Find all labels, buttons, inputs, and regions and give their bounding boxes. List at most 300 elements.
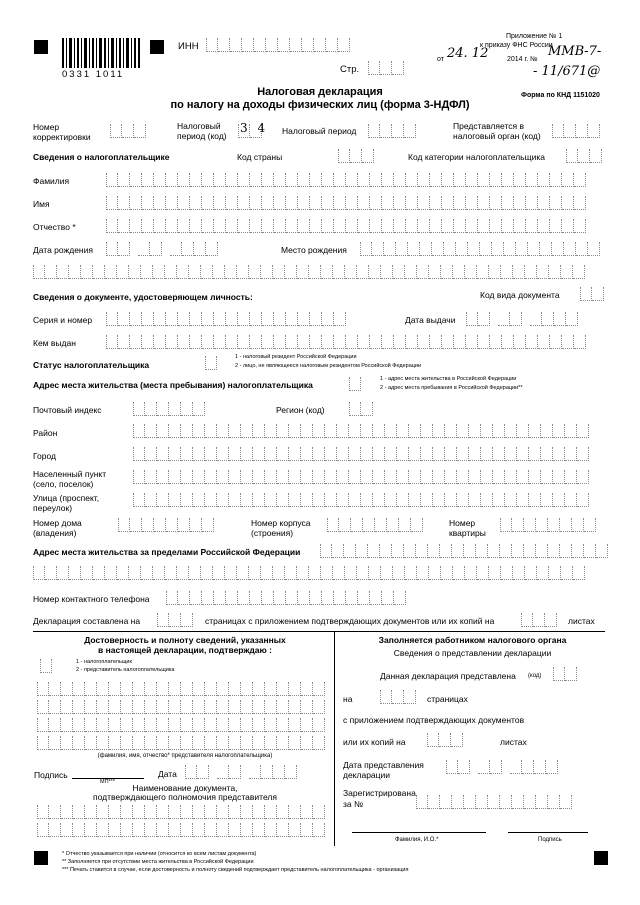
input-cell[interactable] bbox=[238, 335, 250, 349]
input-cell[interactable] bbox=[157, 613, 169, 627]
input-cell[interactable] bbox=[262, 219, 274, 233]
input-cell[interactable] bbox=[166, 335, 178, 349]
input-cell[interactable] bbox=[478, 173, 490, 187]
issue-date-cells[interactable] bbox=[466, 312, 578, 326]
input-cell[interactable] bbox=[154, 173, 166, 187]
input-cell[interactable] bbox=[157, 447, 169, 461]
input-cell[interactable] bbox=[290, 38, 302, 52]
input-cell[interactable] bbox=[289, 700, 301, 714]
input-cell[interactable] bbox=[277, 682, 289, 696]
input-cell[interactable] bbox=[122, 124, 134, 138]
input-cell[interactable] bbox=[406, 219, 418, 233]
input-cell[interactable] bbox=[512, 544, 524, 558]
input-cell[interactable] bbox=[217, 765, 229, 779]
input-cell[interactable] bbox=[406, 196, 418, 210]
input-cell[interactable] bbox=[416, 795, 428, 809]
representative-fio-cells-2[interactable] bbox=[37, 700, 325, 714]
submitted-to-cells[interactable] bbox=[552, 124, 600, 138]
input-cell[interactable] bbox=[513, 265, 525, 279]
input-cell[interactable] bbox=[274, 312, 286, 326]
region-cells[interactable] bbox=[349, 402, 373, 416]
input-cell[interactable] bbox=[157, 682, 169, 696]
input-cell[interactable] bbox=[250, 173, 262, 187]
input-cell[interactable] bbox=[249, 765, 261, 779]
input-cell[interactable] bbox=[440, 544, 452, 558]
input-cell[interactable] bbox=[514, 219, 526, 233]
input-cell[interactable] bbox=[408, 242, 420, 256]
input-cell[interactable] bbox=[289, 424, 301, 438]
tax-period-cells[interactable] bbox=[368, 124, 416, 138]
input-cell[interactable] bbox=[130, 518, 142, 532]
input-cell[interactable] bbox=[133, 682, 145, 696]
input-cell[interactable] bbox=[454, 196, 466, 210]
input-cell[interactable] bbox=[190, 219, 202, 233]
input-cell[interactable] bbox=[262, 173, 274, 187]
input-cell[interactable] bbox=[574, 335, 586, 349]
input-cell[interactable] bbox=[237, 265, 249, 279]
input-cell[interactable] bbox=[565, 493, 577, 507]
input-cell[interactable] bbox=[209, 765, 217, 779]
input-cell[interactable] bbox=[265, 424, 277, 438]
abroad-address-cells[interactable] bbox=[320, 544, 608, 558]
input-cell[interactable] bbox=[480, 242, 492, 256]
input-cell[interactable] bbox=[327, 518, 339, 532]
input-cell[interactable] bbox=[454, 335, 466, 349]
input-cell[interactable] bbox=[262, 196, 274, 210]
input-cell[interactable] bbox=[130, 242, 138, 256]
input-cell[interactable] bbox=[205, 805, 217, 819]
input-cell[interactable] bbox=[526, 173, 538, 187]
input-cell[interactable] bbox=[190, 173, 202, 187]
input-cell[interactable] bbox=[193, 700, 205, 714]
input-cell[interactable] bbox=[478, 219, 490, 233]
city-cells[interactable] bbox=[133, 447, 589, 461]
input-cell[interactable] bbox=[469, 424, 481, 438]
input-cell[interactable] bbox=[584, 544, 596, 558]
issued-by-cells[interactable] bbox=[106, 335, 586, 349]
input-cell[interactable] bbox=[181, 736, 193, 750]
input-cell[interactable] bbox=[418, 335, 430, 349]
input-cell[interactable] bbox=[451, 733, 463, 747]
input-cell[interactable] bbox=[427, 733, 439, 747]
input-cell[interactable] bbox=[325, 447, 337, 461]
input-cell[interactable] bbox=[325, 470, 337, 484]
input-cell[interactable] bbox=[286, 312, 298, 326]
input-cell[interactable] bbox=[133, 424, 145, 438]
input-cell[interactable] bbox=[368, 124, 380, 138]
input-cell[interactable] bbox=[145, 718, 157, 732]
input-cell[interactable] bbox=[73, 682, 85, 696]
input-cell[interactable] bbox=[510, 760, 522, 774]
input-cell[interactable] bbox=[157, 823, 169, 837]
input-cell[interactable] bbox=[277, 493, 289, 507]
input-cell[interactable] bbox=[274, 173, 286, 187]
input-cell[interactable] bbox=[217, 447, 229, 461]
input-cell[interactable] bbox=[358, 196, 370, 210]
input-cell[interactable] bbox=[489, 265, 501, 279]
input-cell[interactable] bbox=[277, 470, 289, 484]
input-cell[interactable] bbox=[37, 700, 49, 714]
input-cell[interactable] bbox=[61, 823, 73, 837]
input-cell[interactable] bbox=[178, 219, 190, 233]
input-cell[interactable] bbox=[561, 265, 573, 279]
input-cell[interactable] bbox=[118, 335, 130, 349]
input-cell[interactable] bbox=[481, 424, 493, 438]
input-cell[interactable] bbox=[524, 518, 536, 532]
input-cell[interactable] bbox=[133, 447, 145, 461]
input-cell[interactable] bbox=[169, 447, 181, 461]
input-cell[interactable] bbox=[182, 242, 194, 256]
input-cell[interactable] bbox=[169, 718, 181, 732]
input-cell[interactable] bbox=[490, 335, 502, 349]
input-cell[interactable] bbox=[297, 265, 309, 279]
input-cell[interactable] bbox=[214, 591, 226, 605]
input-cell[interactable] bbox=[550, 335, 562, 349]
input-cell[interactable] bbox=[529, 493, 541, 507]
input-cell[interactable] bbox=[61, 736, 73, 750]
input-cell[interactable] bbox=[417, 566, 429, 580]
input-cell[interactable] bbox=[133, 402, 145, 416]
input-cell[interactable] bbox=[574, 173, 586, 187]
input-cell[interactable] bbox=[540, 242, 552, 256]
input-cell[interactable] bbox=[313, 493, 325, 507]
input-cell[interactable] bbox=[73, 718, 85, 732]
input-cell[interactable] bbox=[218, 38, 230, 52]
input-cell[interactable] bbox=[118, 219, 130, 233]
input-cell[interactable] bbox=[489, 566, 501, 580]
status-cell[interactable] bbox=[205, 356, 217, 370]
input-cell[interactable] bbox=[500, 544, 512, 558]
input-cell[interactable] bbox=[369, 265, 381, 279]
input-cell[interactable] bbox=[73, 700, 85, 714]
input-cell[interactable] bbox=[133, 718, 145, 732]
input-cell[interactable] bbox=[385, 424, 397, 438]
input-cell[interactable] bbox=[133, 823, 145, 837]
input-cell[interactable] bbox=[145, 736, 157, 750]
address-type-cell[interactable] bbox=[349, 377, 361, 391]
input-cell[interactable] bbox=[573, 265, 585, 279]
input-cell[interactable] bbox=[298, 335, 310, 349]
input-cell[interactable] bbox=[346, 196, 358, 210]
input-cell[interactable] bbox=[193, 736, 205, 750]
input-cell[interactable] bbox=[478, 760, 490, 774]
input-cell[interactable] bbox=[157, 700, 169, 714]
input-cell[interactable] bbox=[226, 173, 238, 187]
input-cell[interactable] bbox=[394, 335, 406, 349]
input-cell[interactable] bbox=[380, 124, 392, 138]
input-cell[interactable] bbox=[361, 447, 373, 461]
input-cell[interactable] bbox=[510, 312, 522, 326]
input-cell[interactable] bbox=[361, 402, 373, 416]
series-number-cells[interactable] bbox=[106, 312, 346, 326]
input-cell[interactable] bbox=[273, 566, 285, 580]
input-cell[interactable] bbox=[229, 718, 241, 732]
input-cell[interactable] bbox=[577, 447, 589, 461]
input-cell[interactable] bbox=[516, 242, 528, 256]
input-cell[interactable] bbox=[442, 196, 454, 210]
input-cell[interactable] bbox=[214, 219, 226, 233]
input-cell[interactable] bbox=[285, 765, 297, 779]
input-cell[interactable] bbox=[512, 795, 524, 809]
input-cell[interactable] bbox=[274, 335, 286, 349]
input-cell[interactable] bbox=[310, 196, 322, 210]
input-cell[interactable] bbox=[217, 736, 229, 750]
input-cell[interactable] bbox=[420, 242, 432, 256]
input-cell[interactable] bbox=[405, 566, 417, 580]
input-cell[interactable] bbox=[73, 823, 85, 837]
input-cell[interactable] bbox=[432, 242, 444, 256]
input-cell[interactable] bbox=[313, 823, 325, 837]
input-cell[interactable] bbox=[97, 736, 109, 750]
inn-cells[interactable] bbox=[206, 38, 350, 52]
input-cell[interactable] bbox=[214, 312, 226, 326]
input-cell[interactable] bbox=[178, 312, 190, 326]
input-cell[interactable] bbox=[313, 805, 325, 819]
input-cell[interactable] bbox=[242, 38, 254, 52]
input-cell[interactable] bbox=[278, 38, 290, 52]
input-cell[interactable] bbox=[541, 447, 553, 461]
input-cell[interactable] bbox=[181, 470, 193, 484]
input-cell[interactable] bbox=[505, 470, 517, 484]
country-code-cells[interactable] bbox=[338, 149, 374, 163]
input-cell[interactable] bbox=[121, 823, 133, 837]
input-cell[interactable] bbox=[249, 566, 261, 580]
input-cell[interactable] bbox=[265, 823, 277, 837]
input-cell[interactable] bbox=[517, 424, 529, 438]
input-cell[interactable] bbox=[310, 312, 322, 326]
input-cell[interactable] bbox=[277, 700, 289, 714]
input-cell[interactable] bbox=[445, 447, 457, 461]
input-cell[interactable] bbox=[334, 173, 346, 187]
input-cell[interactable] bbox=[169, 823, 181, 837]
input-cell[interactable] bbox=[202, 518, 214, 532]
input-cell[interactable] bbox=[578, 149, 590, 163]
input-cell[interactable] bbox=[277, 424, 289, 438]
input-cell[interactable] bbox=[490, 219, 502, 233]
input-cell[interactable] bbox=[418, 196, 430, 210]
input-cell[interactable] bbox=[528, 242, 540, 256]
input-cell[interactable] bbox=[361, 470, 373, 484]
input-cell[interactable] bbox=[349, 447, 361, 461]
input-cell[interactable] bbox=[250, 591, 262, 605]
input-cell[interactable] bbox=[429, 566, 441, 580]
input-cell[interactable] bbox=[564, 242, 576, 256]
input-cell[interactable] bbox=[373, 493, 385, 507]
input-cell[interactable] bbox=[562, 196, 574, 210]
input-cell[interactable] bbox=[181, 718, 193, 732]
input-cell[interactable] bbox=[277, 736, 289, 750]
input-cell[interactable] bbox=[181, 613, 193, 627]
input-cell[interactable] bbox=[150, 242, 162, 256]
input-cell[interactable] bbox=[562, 173, 574, 187]
input-cell[interactable] bbox=[81, 566, 93, 580]
building-cells[interactable] bbox=[327, 518, 423, 532]
phone-cells[interactable] bbox=[166, 591, 406, 605]
input-cell[interactable] bbox=[265, 805, 277, 819]
input-cell[interactable] bbox=[241, 823, 253, 837]
input-cell[interactable] bbox=[165, 265, 177, 279]
input-cell[interactable] bbox=[142, 196, 154, 210]
input-cell[interactable] bbox=[205, 718, 217, 732]
input-cell[interactable] bbox=[190, 518, 202, 532]
input-cell[interactable] bbox=[230, 38, 242, 52]
input-cell[interactable] bbox=[142, 312, 154, 326]
input-cell[interactable] bbox=[298, 219, 310, 233]
input-cell[interactable] bbox=[97, 700, 109, 714]
input-cell[interactable] bbox=[562, 219, 574, 233]
input-cell[interactable] bbox=[130, 312, 142, 326]
input-cell[interactable] bbox=[253, 718, 265, 732]
input-cell[interactable] bbox=[375, 518, 387, 532]
input-cell[interactable] bbox=[322, 591, 334, 605]
representative-fio-cells-3[interactable] bbox=[37, 718, 325, 732]
input-cell[interactable] bbox=[332, 544, 344, 558]
input-cell[interactable] bbox=[286, 219, 298, 233]
input-cell[interactable] bbox=[97, 823, 109, 837]
input-cell[interactable] bbox=[433, 447, 445, 461]
input-cell[interactable] bbox=[541, 493, 553, 507]
input-cell[interactable] bbox=[193, 402, 205, 416]
input-cell[interactable] bbox=[309, 265, 321, 279]
input-cell[interactable] bbox=[338, 38, 350, 52]
input-cell[interactable] bbox=[130, 196, 142, 210]
input-cell[interactable] bbox=[514, 173, 526, 187]
input-cell[interactable] bbox=[536, 518, 548, 532]
input-cell[interactable] bbox=[537, 566, 549, 580]
input-cell[interactable] bbox=[261, 765, 273, 779]
input-cell[interactable] bbox=[442, 173, 454, 187]
input-cell[interactable] bbox=[492, 242, 504, 256]
input-cell[interactable] bbox=[189, 566, 201, 580]
input-cell[interactable] bbox=[469, 470, 481, 484]
input-cell[interactable] bbox=[106, 173, 118, 187]
input-cell[interactable] bbox=[358, 591, 370, 605]
input-cell[interactable] bbox=[584, 518, 596, 532]
input-cell[interactable] bbox=[85, 805, 97, 819]
input-cell[interactable] bbox=[442, 219, 454, 233]
input-cell[interactable] bbox=[441, 566, 453, 580]
input-cell[interactable] bbox=[526, 196, 538, 210]
input-cell[interactable] bbox=[550, 196, 562, 210]
input-cell[interactable] bbox=[529, 470, 541, 484]
input-cell[interactable] bbox=[241, 424, 253, 438]
input-cell[interactable] bbox=[370, 591, 382, 605]
input-cell[interactable] bbox=[193, 718, 205, 732]
office-code-cells[interactable] bbox=[553, 667, 577, 681]
input-cell[interactable] bbox=[214, 335, 226, 349]
input-cell[interactable] bbox=[502, 335, 514, 349]
input-cell[interactable] bbox=[421, 447, 433, 461]
input-cell[interactable] bbox=[537, 265, 549, 279]
input-cell[interactable] bbox=[61, 682, 73, 696]
input-cell[interactable] bbox=[181, 682, 193, 696]
input-cell[interactable] bbox=[372, 242, 384, 256]
input-cell[interactable] bbox=[277, 823, 289, 837]
input-cell[interactable] bbox=[117, 265, 129, 279]
input-cell[interactable] bbox=[344, 544, 356, 558]
input-cell[interactable] bbox=[49, 736, 61, 750]
input-cell[interactable] bbox=[185, 765, 197, 779]
input-cell[interactable] bbox=[406, 335, 418, 349]
input-cell[interactable] bbox=[309, 566, 321, 580]
input-cell[interactable] bbox=[193, 470, 205, 484]
input-cell[interactable] bbox=[118, 196, 130, 210]
input-cell[interactable] bbox=[493, 493, 505, 507]
input-cell[interactable] bbox=[217, 493, 229, 507]
input-cell[interactable] bbox=[370, 173, 382, 187]
input-cell[interactable] bbox=[37, 736, 49, 750]
input-cell[interactable] bbox=[512, 518, 524, 532]
input-cell[interactable] bbox=[517, 447, 529, 461]
input-cell[interactable] bbox=[392, 690, 404, 704]
input-cell[interactable] bbox=[202, 335, 214, 349]
input-cell[interactable] bbox=[286, 335, 298, 349]
input-cell[interactable] bbox=[490, 760, 502, 774]
input-cell[interactable] bbox=[106, 335, 118, 349]
input-cell[interactable] bbox=[457, 447, 469, 461]
input-cell[interactable] bbox=[454, 173, 466, 187]
input-cell[interactable] bbox=[154, 335, 166, 349]
input-cell[interactable] bbox=[238, 312, 250, 326]
input-cell[interactable] bbox=[217, 424, 229, 438]
input-cell[interactable] bbox=[526, 335, 538, 349]
input-cell[interactable] bbox=[121, 736, 133, 750]
input-cell[interactable] bbox=[394, 173, 406, 187]
input-cell[interactable] bbox=[533, 613, 545, 627]
input-cell[interactable] bbox=[346, 219, 358, 233]
input-cell[interactable] bbox=[121, 682, 133, 696]
input-cell[interactable] bbox=[201, 566, 213, 580]
input-cell[interactable] bbox=[157, 424, 169, 438]
input-cell[interactable] bbox=[498, 312, 510, 326]
input-cell[interactable] bbox=[349, 377, 361, 391]
input-cell[interactable] bbox=[226, 335, 238, 349]
input-cell[interactable] bbox=[105, 566, 117, 580]
input-cell[interactable] bbox=[409, 470, 421, 484]
input-cell[interactable] bbox=[197, 765, 209, 779]
input-cell[interactable] bbox=[513, 566, 525, 580]
input-cell[interactable] bbox=[385, 470, 397, 484]
input-cell[interactable] bbox=[554, 312, 566, 326]
input-cell[interactable] bbox=[562, 335, 574, 349]
input-cell[interactable] bbox=[396, 242, 408, 256]
input-cell[interactable] bbox=[502, 173, 514, 187]
input-cell[interactable] bbox=[560, 518, 572, 532]
input-cell[interactable] bbox=[106, 196, 118, 210]
input-cell[interactable] bbox=[411, 518, 423, 532]
input-cell[interactable] bbox=[325, 424, 337, 438]
input-cell[interactable] bbox=[57, 265, 69, 279]
input-cell[interactable] bbox=[339, 518, 351, 532]
input-cell[interactable] bbox=[502, 196, 514, 210]
input-cell[interactable] bbox=[574, 196, 586, 210]
input-cell[interactable] bbox=[238, 196, 250, 210]
input-cell[interactable] bbox=[229, 493, 241, 507]
input-cell[interactable] bbox=[490, 312, 498, 326]
input-cell[interactable] bbox=[381, 265, 393, 279]
input-cell[interactable] bbox=[298, 591, 310, 605]
input-cell[interactable] bbox=[253, 736, 265, 750]
input-cell[interactable] bbox=[550, 219, 562, 233]
input-cell[interactable] bbox=[433, 470, 445, 484]
input-cell[interactable] bbox=[361, 493, 373, 507]
pages-count-cells[interactable] bbox=[157, 613, 193, 627]
input-cell[interactable] bbox=[181, 402, 193, 416]
input-cell[interactable] bbox=[301, 493, 313, 507]
input-cell[interactable] bbox=[481, 470, 493, 484]
input-cell[interactable] bbox=[202, 196, 214, 210]
input-cell[interactable] bbox=[466, 335, 478, 349]
